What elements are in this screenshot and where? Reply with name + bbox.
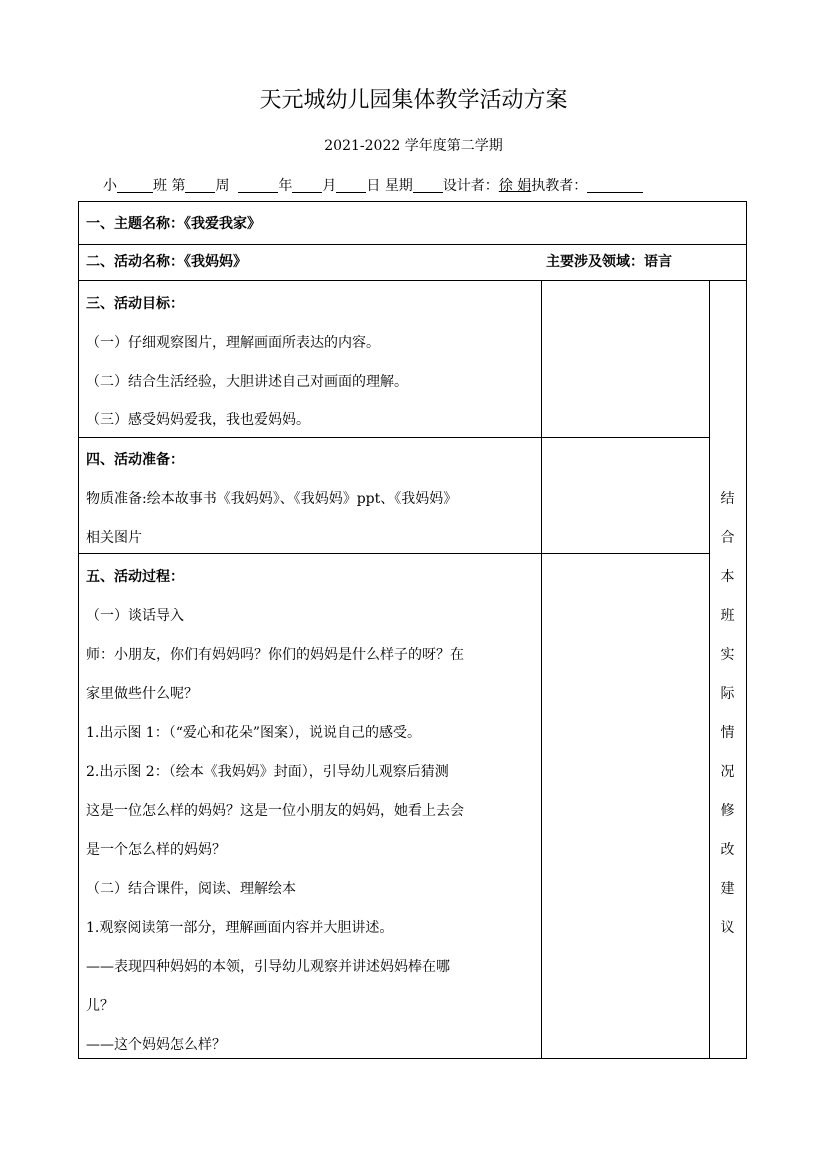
process-heading: 五、活动过程： bbox=[86, 569, 184, 585]
process-line: ——表现四种妈妈的本领，引导幼儿观察并讲述妈妈棒在哪 bbox=[86, 959, 450, 975]
side-char: 际 bbox=[720, 686, 735, 702]
table-border-left bbox=[78, 201, 79, 1059]
table-column-divider bbox=[541, 280, 542, 1058]
table-rule bbox=[78, 553, 709, 554]
process-line: （一）谈话导入 bbox=[86, 608, 184, 624]
goal-item: （三）感受妈妈爱我，我也爱妈妈。 bbox=[86, 412, 310, 428]
year-label: 年 bbox=[278, 178, 293, 194]
designer-label: 设计者： bbox=[442, 178, 499, 194]
side-char: 改 bbox=[720, 842, 735, 858]
day-blank[interactable] bbox=[336, 176, 366, 193]
process-line: （二）结合课件，阅读、理解绘本 bbox=[86, 881, 296, 897]
teacher-blank[interactable] bbox=[587, 176, 643, 193]
day-label: 日 bbox=[366, 178, 381, 194]
side-char: 实 bbox=[720, 647, 735, 663]
page-title: 天元城幼儿园集体教学活动方案 bbox=[259, 88, 568, 113]
preparation-line: 相关图片 bbox=[86, 530, 142, 546]
semester-subtitle: 2021-2022 学年度第二学期 bbox=[324, 138, 503, 154]
side-char: 班 bbox=[720, 608, 735, 624]
table-border-top bbox=[78, 201, 747, 202]
process-line: 是一个怎么样的妈妈？ bbox=[86, 842, 226, 858]
designer-name: 徐 娟 bbox=[498, 178, 532, 194]
process-line: 1.出示图 1：（“爱心和花朵”图案），说说自己的感受。 bbox=[86, 725, 422, 741]
month-label: 月 bbox=[322, 178, 337, 194]
side-char: 议 bbox=[720, 920, 735, 936]
process-line: 这是一位怎么样的妈妈？这是一位小朋友的妈妈，她看上去会 bbox=[86, 803, 464, 819]
class-prefix: 小 bbox=[103, 178, 117, 194]
activity-heading: 二、活动名称：《我妈妈》 bbox=[86, 254, 247, 270]
goal-item: （一）仔细观察图片，理解画面所表达的内容。 bbox=[86, 335, 380, 351]
preparation-heading: 四、活动准备： bbox=[86, 452, 184, 468]
teacher-label: 执教者： bbox=[531, 178, 588, 194]
year-blank[interactable] bbox=[238, 176, 278, 193]
side-char: 本 bbox=[720, 569, 735, 585]
class-label: 班 bbox=[153, 178, 167, 194]
week-prefix: 第 bbox=[171, 178, 186, 194]
weekday-blank[interactable] bbox=[413, 176, 443, 193]
goal-item: （二）结合生活经验，大胆讲述自己对画面的理解。 bbox=[86, 374, 408, 390]
side-char: 结 bbox=[720, 491, 735, 507]
process-line: 师：小朋友，你们有妈妈吗？你们的妈妈是什么样子的呀？在 bbox=[86, 647, 464, 663]
side-char: 况 bbox=[720, 764, 735, 780]
theme-heading: 一、主题名称：《我爱我家》 bbox=[86, 216, 261, 232]
info-line bbox=[103, 176, 643, 196]
weekday-label: 星期 bbox=[384, 178, 413, 194]
process-line: 2.出示图 2：（绘本《我妈妈》封面），引导幼儿观察后猜测 bbox=[86, 764, 449, 780]
class-blank[interactable] bbox=[117, 176, 153, 193]
side-char: 建 bbox=[720, 881, 735, 897]
process-line: ——这个妈妈怎么样？ bbox=[86, 1037, 226, 1053]
month-blank[interactable] bbox=[292, 176, 322, 193]
preparation-line: 物质准备:绘本故事书《我妈妈》、《我妈妈》ppt、《我妈妈》 bbox=[86, 491, 458, 507]
side-char: 合 bbox=[720, 530, 735, 546]
process-line: 儿？ bbox=[86, 998, 114, 1014]
week-label: 周 bbox=[215, 178, 230, 194]
goals-heading: 三、活动目标： bbox=[86, 296, 184, 312]
domain-label: 主要涉及领域：语言 bbox=[546, 254, 672, 270]
side-char: 修 bbox=[720, 803, 735, 819]
week-blank[interactable] bbox=[185, 176, 215, 193]
process-line: 家里做些什么呢？ bbox=[86, 686, 198, 702]
process-line: 1.观察阅读第一部分，理解画面内容并大胆讲述。 bbox=[86, 920, 394, 936]
table-border-right bbox=[746, 201, 747, 1059]
side-char: 情 bbox=[720, 725, 735, 741]
revision-notes-label bbox=[709, 480, 746, 948]
